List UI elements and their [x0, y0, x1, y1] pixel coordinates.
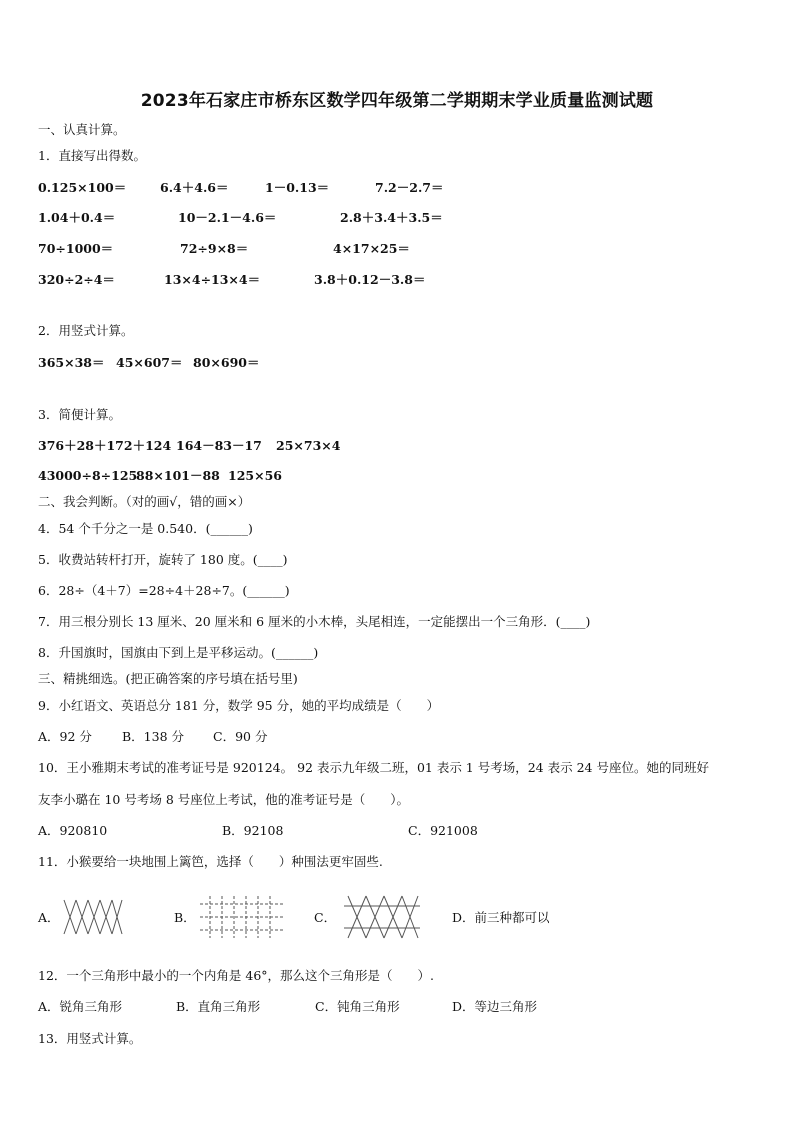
q1-stem: 1．直接写出得数。: [38, 148, 146, 163]
q9-stem: 9．小红语文、英语总分 181 分，数学 95 分，她的平均成绩是（ ）: [38, 698, 440, 713]
q10-option-c: C．921008: [408, 823, 478, 838]
judge-item-4: 4．54 个千分之一是 0.540．(______): [38, 521, 253, 536]
q3-item: 88×101－88: [136, 468, 220, 483]
fence-grid-icon: [200, 894, 284, 940]
q1-item: 7.2－2.7＝: [375, 180, 444, 195]
judge-item-5: 5．收费站转杆打开，旋转了 180 度。(____): [38, 552, 288, 567]
q11-option-c: C．: [314, 910, 337, 925]
q9-option-a: A．92 分: [38, 729, 92, 744]
q3-item: 125×56: [228, 468, 282, 483]
section-3-heading: 三、精挑细选。(把正确答案的序号填在括号里): [38, 671, 298, 686]
q12-option-c: C．钝角三角形: [315, 999, 400, 1014]
q9-option-b: B．138 分: [122, 729, 185, 744]
q11-stem: 11．小猴要给一块地围上篱笆，选择（ ）种围法更牢固些.: [38, 854, 383, 869]
q3-item: 43000÷8÷125: [38, 468, 138, 483]
q10-option-b: B．92108: [222, 823, 284, 838]
q1-item: 72÷9×8＝: [180, 241, 249, 256]
q1-item: 0.125×100＝: [38, 180, 127, 195]
q2-item: 365×38＝: [38, 355, 105, 370]
q12-option-a: A．锐角三角形: [38, 999, 123, 1014]
q2-stem: 2．用竖式计算。: [38, 323, 134, 338]
judge-item-7: 7．用三根分别长 13 厘米、20 厘米和 6 厘米的小木棒，头尾相连，一定能摆出一个三角形．(____): [38, 614, 591, 629]
q11-option-a: A．: [38, 910, 60, 925]
fence-grid-diagonal-icon: [344, 894, 420, 940]
q3-item: 164－83－17: [176, 438, 262, 453]
q10-stem-line2: 友李小璐在 10 号考场 8 号座位上考试，他的准考证号是（ ）。: [38, 792, 410, 807]
q13-stem: 13．用竖式计算。: [38, 1031, 142, 1046]
q3-stem: 3．简便计算。: [38, 407, 121, 422]
q11-option-b: B．: [174, 910, 196, 925]
q10-option-a: A．920810: [38, 823, 108, 838]
q1-item: 320÷2÷4＝: [38, 272, 115, 287]
q3-item: 25×73×4: [276, 438, 341, 453]
q2-item: 80×690＝: [193, 355, 260, 370]
q12-option-d: D．等边三角形: [452, 999, 538, 1014]
q1-item: 3.8＋0.12－3.8＝: [314, 272, 426, 287]
q1-item: 70÷1000＝: [38, 241, 114, 256]
q1-item: 6.4＋4.6＝: [160, 180, 229, 195]
fence-cross-diagonal-icon: [62, 896, 124, 938]
q12-stem: 12．一个三角形中最小的一个内角是 46°，那么这个三角形是（ ）.: [38, 968, 435, 983]
q2-item: 45×607＝: [116, 355, 183, 370]
q11-option-d: D．前三种都可以: [452, 910, 550, 925]
q1-item: 1－0.13＝: [265, 180, 330, 195]
q1-item: 1.04＋0.4＝: [38, 210, 116, 225]
q9-option-c: C．90 分: [213, 729, 268, 744]
section-2-heading: 二、我会判断。（对的画√，错的画×）: [38, 494, 251, 509]
q12-option-b: B．直角三角形: [176, 999, 261, 1014]
q1-item: 4×17×25＝: [333, 241, 410, 256]
q3-item: 376＋28＋172＋124: [38, 438, 172, 453]
q10-stem-line1: 10．王小雅期末考试的准考证号是 920124。 92 表示九年级二班，01 表示 1 号考场，24 表示 24 号座位。她的同班好: [38, 760, 709, 775]
judge-item-6: 6．28÷（4＋7）=28÷4＋28÷7。(______): [38, 583, 290, 598]
section-1-heading: 一、认真计算。: [38, 122, 126, 137]
page-title: 2023年石家庄市桥东区数学四年级第二学期期末学业质量监测试题: [140, 91, 654, 111]
q1-item: 13×4÷13×4＝: [164, 272, 261, 287]
q1-item: 2.8＋3.4＋3.5＝: [340, 210, 443, 225]
judge-item-8: 8．升国旗时，国旗由下到上是平移运动。(______): [38, 645, 319, 660]
q1-item: 10－2.1－4.6＝: [178, 210, 277, 225]
